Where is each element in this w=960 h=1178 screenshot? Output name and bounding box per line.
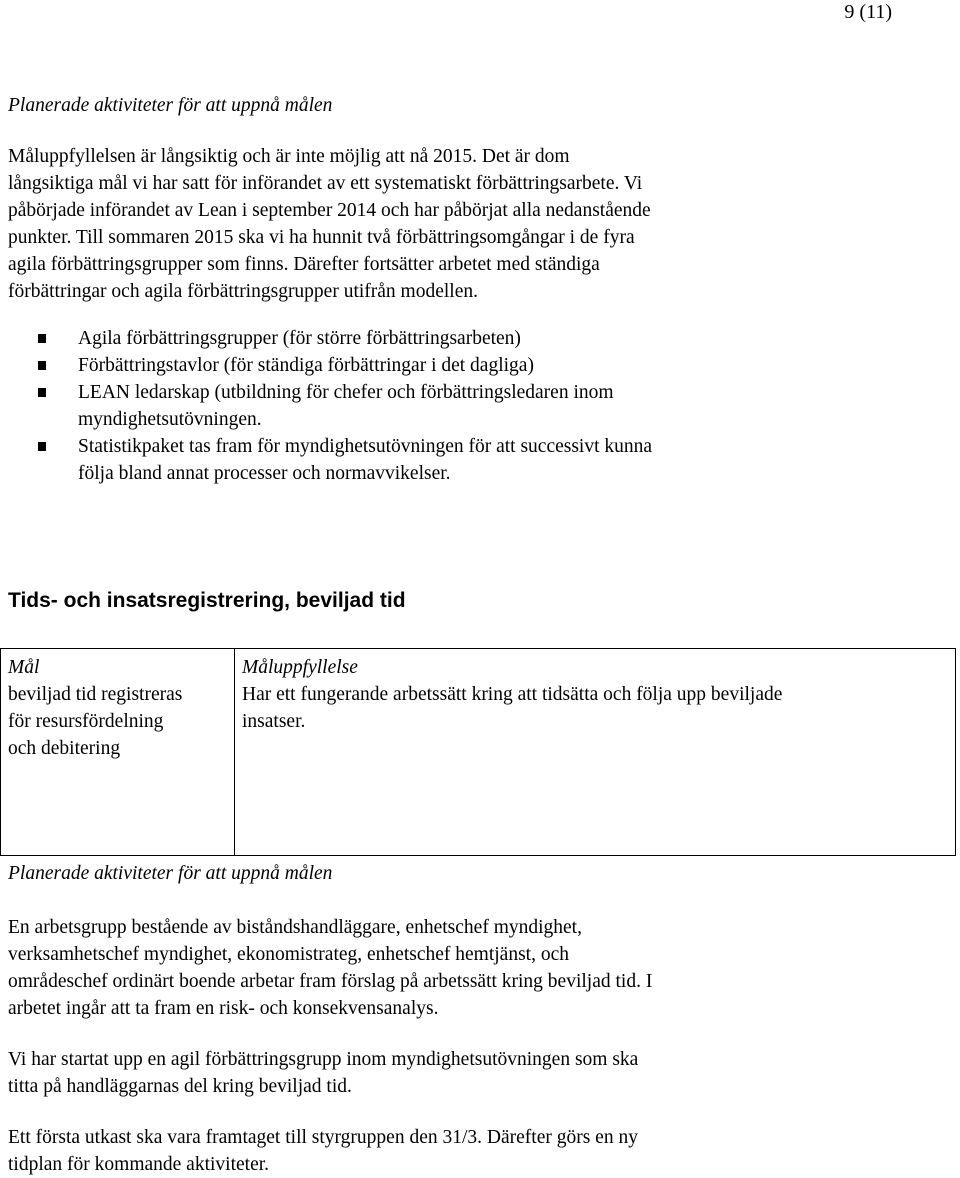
- paragraph-first-draft: [8, 1124, 808, 1178]
- text-line: En arbetsgrupp bestående av biståndshandläggare, enhetschef myndighet,: [8, 917, 582, 938]
- list-item: [38, 379, 838, 433]
- text-line: myndighetsutövningen.: [78, 409, 262, 430]
- text-line: områdeschef ordinärt boende arbetar fram förslag på arbetssätt kring beviljad tid. I: [8, 971, 653, 992]
- text-line: arbetet ingår att ta fram en risk- och konsekvensanalys.: [8, 998, 439, 1019]
- square-bullet-icon: [38, 388, 46, 397]
- text-line: Agila förbättringsgrupper (för större förbättringsarbeten): [78, 328, 521, 349]
- text-line: titta på handläggarnas del kring beviljad tid.: [8, 1076, 352, 1097]
- text-line: Vi har startat upp en agil förbättringsgrupp inom myndighetsutövningen som ska: [8, 1049, 639, 1070]
- text-line: förbättringar och agila förbättringsgrupper utifrån modellen.: [8, 281, 478, 302]
- text-line: Ett första utkast ska vara framtaget till styrgruppen den 31/3. Därefter görs en ny: [8, 1127, 638, 1148]
- text-line: påbörjade införandet av Lean i september 2014 och har påbörjat alla nedanstående: [8, 200, 651, 221]
- list-item: [38, 433, 838, 487]
- fulfillment-cell: [242, 654, 942, 735]
- goal-table: [0, 648, 956, 856]
- page-number: 9 (11): [844, 1, 892, 23]
- square-bullet-icon: [38, 442, 46, 451]
- text-line: agila förbättringsgrupper som finns. Därefter fortsätter arbetet med ständiga: [8, 254, 600, 275]
- square-bullet-icon: [38, 334, 46, 343]
- fulfillment-header: Måluppfyllelse: [242, 657, 358, 678]
- text-line: verksamhetschef myndighet, ekonomistrateg, enhetschef hemtjänst, och: [8, 944, 569, 965]
- table-column-divider: [234, 649, 235, 855]
- text-line: Förbättringstavlor (för ständiga förbättringar i det dagliga): [78, 355, 534, 376]
- paragraph-goal-fulfillment: [8, 143, 808, 305]
- text-line: punkter. Till sommaren 2015 ska vi ha hunnit två förbättringsomgångar i de fyra: [8, 227, 635, 248]
- text-line: Har ett fungerande arbetssätt kring att tidsätta och följa upp beviljade: [242, 684, 783, 705]
- bullet-list: [38, 325, 838, 487]
- text-line: och debitering: [8, 738, 121, 759]
- paragraph-working-group: [8, 914, 808, 1022]
- square-bullet-icon: [38, 361, 46, 370]
- text-line: beviljad tid registreras: [8, 684, 183, 705]
- text-line: insatser.: [242, 711, 306, 732]
- list-item: [38, 325, 838, 352]
- goal-header: Mål: [8, 657, 40, 678]
- text-line: för resursfördelning: [8, 711, 164, 732]
- text-line: LEAN ledarskap (utbildning för chefer och förbättringsledaren inom: [78, 382, 614, 403]
- paragraph-agile-group: [8, 1046, 808, 1100]
- text-line: tidplan för kommande aktiviteter.: [8, 1154, 270, 1175]
- text-line: Statistikpaket tas fram för myndighetsutövningen för att successivt kunna: [78, 436, 653, 457]
- text-line: Måluppfyllelsen är långsiktig och är inte möjlig att nå 2015. Det är dom: [8, 146, 570, 167]
- section-heading-planned-activities-2: Planerade aktiviteter för att uppnå målen: [8, 863, 333, 884]
- goal-cell: [8, 654, 223, 762]
- section-title-time-registration: Tids- och insatsregistrering, beviljad tid: [8, 589, 406, 612]
- section-heading-planned-activities: Planerade aktiviteter för att uppnå målen: [8, 95, 333, 116]
- list-item: [38, 352, 838, 379]
- text-line: följa bland annat processer och normavvikelser.: [78, 463, 451, 484]
- text-line: långsiktiga mål vi har satt för införandet av ett systematiskt förbättringsarbete. Vi: [8, 173, 643, 194]
